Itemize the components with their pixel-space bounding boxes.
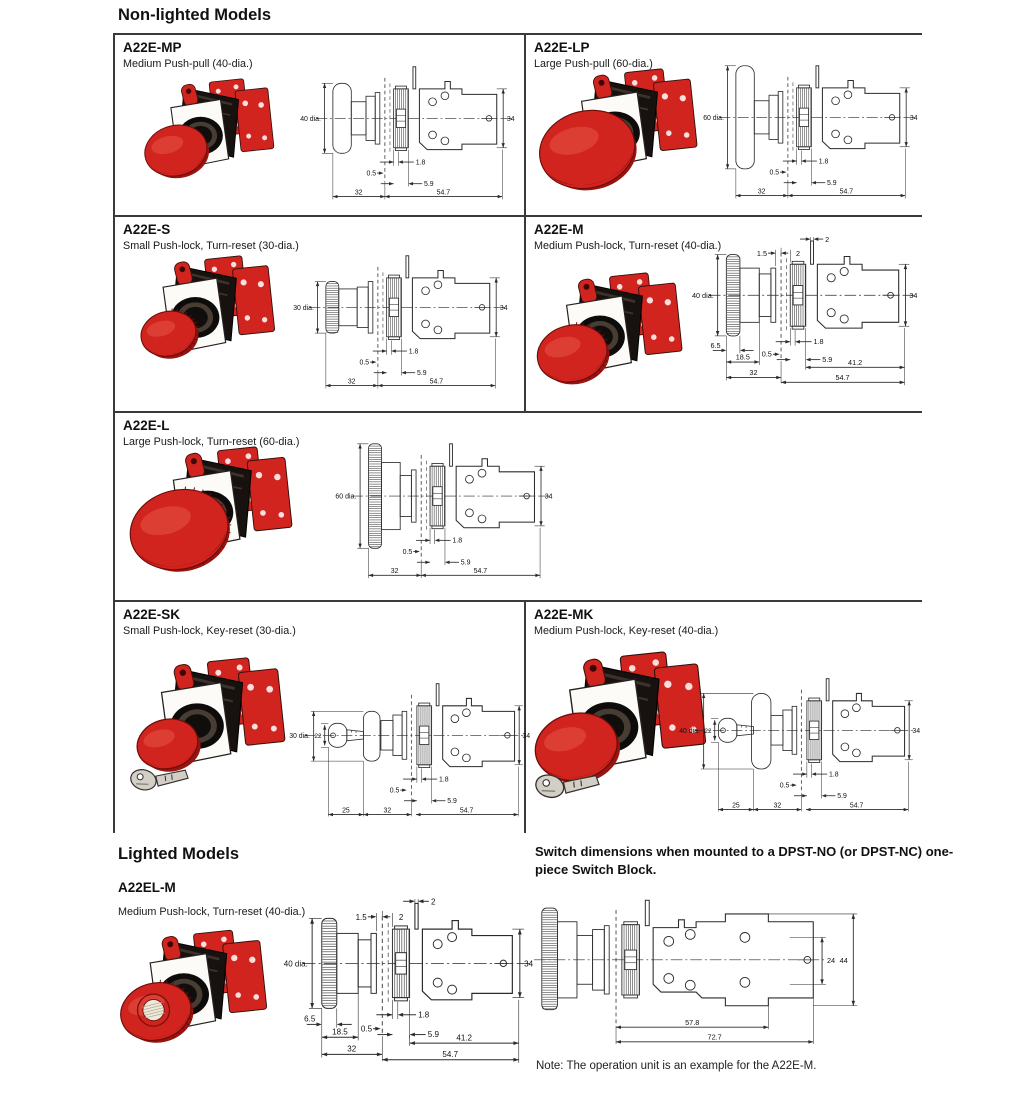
product-illustration-svg: [113, 446, 325, 598]
product-illustration-svg: [120, 652, 298, 820]
model-name: A22E-MK: [534, 607, 594, 622]
model-cell-a22e-l: [113, 411, 922, 600]
product-illustration: [526, 272, 696, 420]
dim-label: 57.8: [685, 1017, 700, 1027]
note-text: Note: The operation unit is an example for the A22E-M.: [536, 1060, 817, 1072]
dim-label: 30 dia.: [293, 304, 314, 312]
dim-label: 0.5: [402, 548, 413, 556]
dim-label: 1.8: [415, 159, 426, 167]
dim-label: 1.8: [813, 337, 824, 347]
model-name: A22E-LP: [534, 40, 590, 55]
model-name: A22E-M: [534, 222, 584, 237]
dim-label: 0.5: [761, 349, 772, 359]
dimension-diagram: [266, 897, 536, 1079]
dim-label: 54.7: [839, 188, 854, 196]
model-name: A22EL-M: [118, 880, 176, 895]
model-name: A22E-SK: [123, 607, 181, 622]
dim-label: 54.7: [459, 807, 474, 815]
model-desc: Medium Push-lock, Turn-reset (40-dia.): [534, 240, 722, 252]
dimension-diagram: [688, 60, 920, 217]
side-view-svg: [266, 897, 536, 1079]
side-view-svg: [688, 60, 920, 217]
dim-label: 24: [826, 955, 836, 965]
dim-label: 22: [314, 732, 322, 740]
dim-label: 54.7: [442, 1050, 459, 1060]
dim-label: 2: [398, 913, 404, 923]
model-desc: Large Push-pull (60-dia.): [534, 58, 653, 70]
product-illustration-svg: [111, 923, 279, 1085]
dim-label: 54.7: [835, 373, 850, 383]
dim-label: 32: [749, 368, 758, 378]
model-desc: Large Push-lock, Turn-reset (60-dia.): [123, 436, 300, 448]
dim-label: 32: [390, 567, 399, 575]
side-view-svg: [278, 250, 510, 407]
dim-label: 0.5: [359, 359, 370, 367]
switch-block-diagram: [534, 898, 866, 1050]
dim-label: 0.5: [769, 169, 780, 177]
dim-label: 0.5: [779, 782, 790, 790]
product-illustration-svg: [128, 78, 293, 210]
dim-label: 34: [544, 493, 553, 501]
dim-label: 6.5: [304, 1014, 316, 1024]
model-desc: Small Push-lock, Turn-reset (30-dia.): [123, 240, 299, 252]
product-illustration: [122, 255, 290, 398]
dim-label: 34: [912, 727, 921, 735]
dim-label: 1.8: [418, 1010, 430, 1020]
dim-label: 34: [909, 114, 918, 122]
dim-label: 34: [524, 959, 534, 969]
dim-label: 1.8: [828, 771, 839, 779]
dim-label: 5.9: [447, 798, 457, 806]
dim-label: 18.5: [332, 1027, 348, 1037]
dim-label: 2: [796, 249, 801, 259]
dimension-diagram: [286, 678, 533, 835]
dim-label: 5.9: [417, 369, 427, 377]
product-illustration-svg: [526, 272, 696, 420]
dim-label: 60 dia.: [335, 493, 357, 501]
dim-label: 40 dia.: [691, 290, 714, 300]
dim-label: 5.9: [424, 180, 434, 188]
dim-label: 1.8: [452, 537, 463, 545]
dim-label: 54.7: [473, 567, 488, 575]
dim-label: 1.8: [408, 348, 419, 356]
model-name: A22E-L: [123, 418, 170, 433]
model-desc: Medium Push-pull (40-dia.): [123, 58, 253, 70]
model-desc: Medium Push-lock, Turn-reset (40-dia.): [118, 906, 306, 918]
dim-label: 1.8: [818, 158, 829, 166]
dim-label: 32: [354, 189, 363, 197]
dimension-diagram: [676, 673, 923, 830]
model-cell-a22e-mp: [113, 33, 524, 215]
dimension-diagram: [676, 235, 920, 400]
dim-label: 44: [839, 955, 848, 965]
dim-label: 25: [342, 807, 350, 815]
section-title-lighted: Lighted Models: [118, 845, 239, 863]
model-cell-a22e-lp: [524, 33, 922, 215]
dim-label: 40 dia.: [300, 115, 321, 123]
product-illustration: [113, 446, 325, 598]
dim-label: 60 dia.: [703, 114, 724, 122]
dim-label: 32: [383, 807, 392, 815]
model-name: A22E-MP: [123, 40, 182, 55]
side-view-svg: [676, 673, 923, 830]
model-desc: Small Push-lock, Key-reset (30-dia.): [123, 625, 296, 637]
dim-label: 34: [499, 304, 508, 312]
dim-label: 5.9: [460, 559, 471, 567]
side-view-svg: [320, 438, 555, 597]
model-cell-a22e-sk: [113, 600, 531, 833]
model-desc: Medium Push-lock, Key-reset (40-dia.): [534, 625, 719, 637]
side-view-svg: [676, 235, 920, 400]
product-illustration: [128, 78, 293, 210]
dim-label: 54.7: [436, 189, 451, 197]
dim-label: 5.9: [837, 793, 847, 801]
dim-label: 32: [347, 378, 356, 386]
dim-label: 5.9: [827, 179, 837, 187]
dim-label: 25: [732, 802, 740, 810]
dim-label: 22: [704, 727, 712, 735]
dim-label: 1.5: [355, 913, 367, 923]
dim-label: 0.5: [360, 1024, 373, 1034]
switch-dimensions-heading: Switch dimensions when mounted to a DPST-NO (or DPST-NC) one-piece Switch Block.: [535, 844, 954, 878]
side-view-svg: [285, 61, 517, 218]
dimension-diagram: [285, 61, 517, 218]
switch-block-svg: [534, 898, 866, 1050]
dim-label: 6.5: [710, 341, 721, 350]
dim-label: 1.8: [438, 776, 449, 784]
section-title-non-lighted: Non-lighted Models: [118, 6, 272, 24]
model-name: A22E-S: [123, 222, 171, 237]
dim-label: 2: [430, 897, 436, 907]
dim-label: 0.5: [366, 170, 377, 178]
dim-label: 1.5: [756, 249, 768, 259]
dim-label: 32: [757, 188, 766, 196]
dimension-diagram: [278, 250, 510, 407]
dim-label: 72.7: [707, 1032, 722, 1042]
dimension-diagram: [320, 438, 555, 597]
dim-label: 0.5: [389, 787, 400, 795]
dim-label: 41.2: [456, 1033, 472, 1043]
dim-label: 34: [522, 732, 531, 740]
dim-label: 18.5: [735, 352, 750, 362]
dim-label: 40 dia.: [283, 959, 308, 969]
dim-label: 34: [909, 290, 918, 300]
dim-label: 40 dia.: [679, 727, 700, 735]
dim-label: 32: [773, 802, 782, 810]
model-cell-a22e-s: [113, 215, 524, 411]
model-cell-a22e-m: [524, 215, 922, 411]
model-cell-a22el-m: [113, 875, 538, 1100]
dim-label: 30 dia.: [289, 732, 310, 740]
model-cell-a22e-mk: [524, 600, 922, 833]
product-illustration-svg: [122, 255, 290, 398]
side-view-svg: [286, 678, 533, 835]
product-illustration: [120, 652, 298, 820]
dim-label: 5.9: [822, 355, 833, 365]
dim-label: 5.9: [427, 1030, 439, 1040]
dim-label: 32: [347, 1044, 357, 1054]
dim-label: 54.7: [849, 802, 864, 810]
dim-label: 2: [825, 235, 830, 244]
product-illustration: [111, 923, 279, 1085]
dim-label: 41.2: [848, 357, 863, 367]
dim-label: 34: [506, 115, 515, 123]
dim-label: 54.7: [429, 378, 444, 386]
